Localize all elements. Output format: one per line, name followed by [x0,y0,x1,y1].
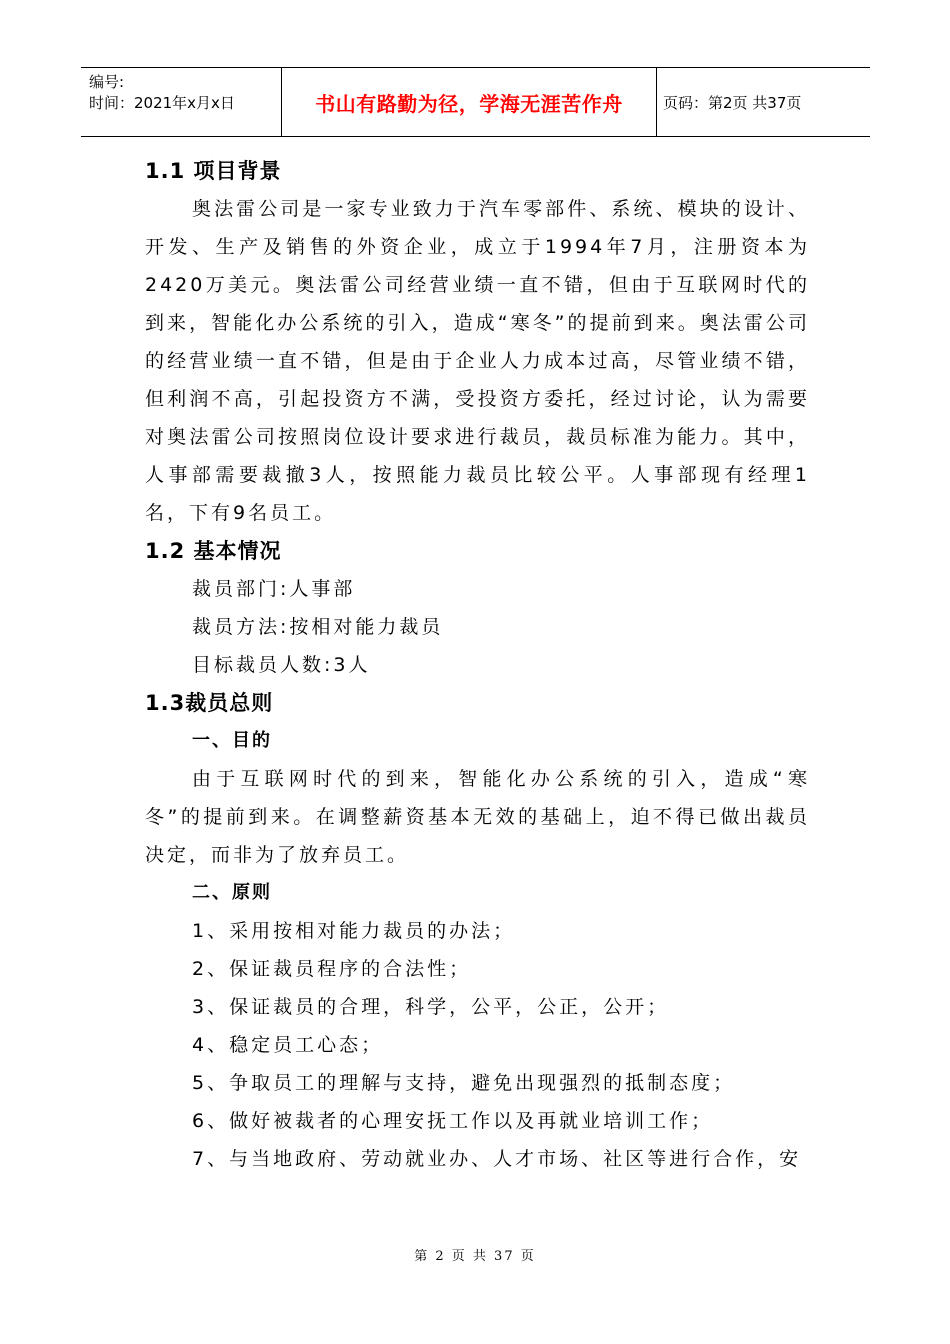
basic-info-target-count: 目标裁员人数:3人 [192,654,371,676]
principle-item: 4、稳定员工心态； [192,1034,384,1056]
header-time: 时间：2021年x月x日 [89,94,235,112]
basic-info-department: 裁员部门:人事部 [192,578,356,600]
principle-item: 7、与当地政府、劳动就业办、人才市场、社区等进行合作，安 [192,1148,802,1170]
page-footer: 第 2 页 共 37 页 [414,1249,536,1264]
principle-item: 5、争取员工的理解与支持，避免出现强烈的抵制态度； [192,1072,736,1094]
principle-item: 2、保证裁员程序的合法性； [192,958,472,980]
principle-item: 1、采用按相对能力裁员的办法； [192,920,516,942]
header-motto: 书山有路勤为径，学海无涯苦作舟 [282,68,657,136]
header-number: 编号: [89,73,125,91]
background-paragraph: 奥法雷公司是一家专业致力于汽车零部件、系统、模块的设计、开发、生产及销售的外资企业，成立于1994年7月，注册资本为2420万美元。奥法雷公司经营业绩一直不错，但由于互联网时代的到来，智能化办公系统的引入，造成“寒冬”的提前到来。奥法雷公司的经营业绩一直不错，但是由于企业人力成本过高，尽管业绩不错，但利润不高，引起投资方不满，受投资方委托，经过讨论，认为需要对奥法雷公司按照岗位设计要求进行裁员，裁员标准为能力。其中，人事部需要裁撤3人，按照能力裁员比较公平。人事部现有经理1名，下有9名员工。 [145,198,810,524]
header-meta [81,68,282,136]
header-page-info: 页码：第2页 共37页 [663,93,802,112]
purpose-paragraph: 由于互联网时代的到来，智能化办公系统的引入，造成“寒冬”的提前到来。在调整薪资基本无效的基础上，迫不得已做出裁员决定，而非为了放弃员工。 [145,768,810,866]
section-title-background: 1.1 项目背景 [145,159,282,183]
document-body [145,152,810,1178]
basic-info-method: 裁员方法:按相对能力裁员 [192,616,444,638]
section-title-general-rules: 1.3裁员总则 [145,691,274,715]
principle-item: 6、做好被裁者的心理安抚工作以及再就业培训工作； [192,1110,714,1132]
principle-item: 3、保证裁员的合理，科学，公平，公正，公开； [192,996,670,1018]
section-title-basic-info: 1.2 基本情况 [145,539,282,563]
purpose-heading: 一、目的 [192,730,272,751]
principles-heading: 二、原则 [192,882,272,903]
page-header [81,67,870,137]
